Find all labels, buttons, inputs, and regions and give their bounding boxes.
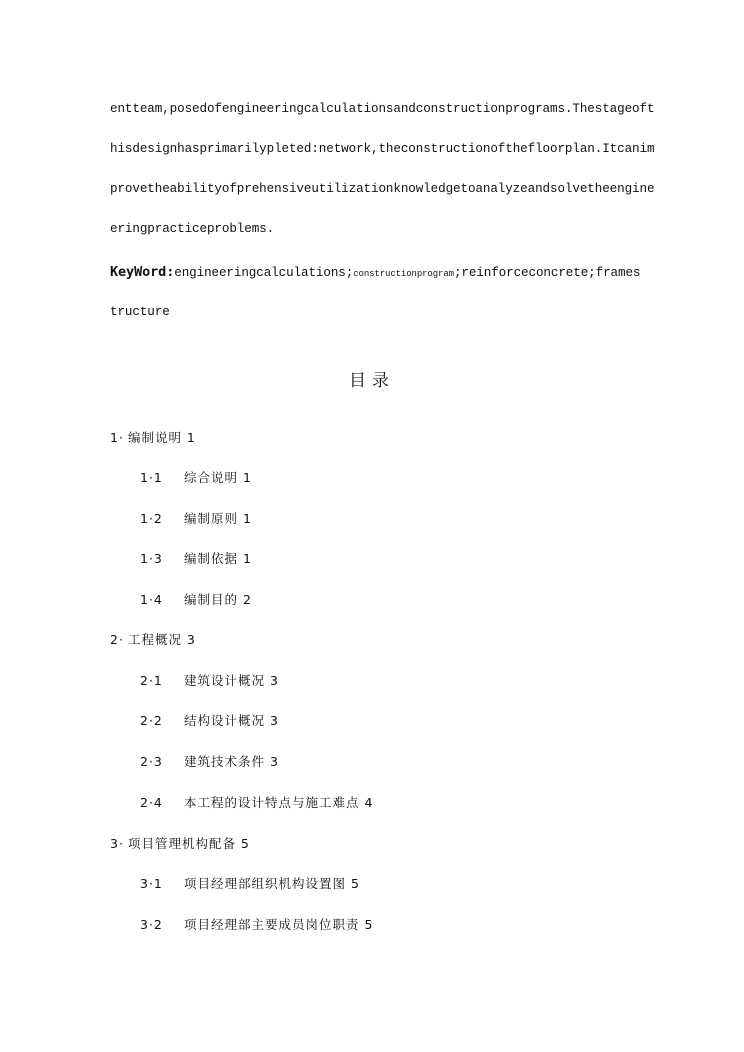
toc-item-text: 工程概况 3 bbox=[127, 632, 196, 647]
toc-item[interactable] bbox=[140, 874, 360, 892]
toc-item[interactable] bbox=[140, 509, 252, 527]
toc-item-text: 项目经理部主要成员岗位职责 5 bbox=[184, 917, 374, 932]
toc-item-number: 1·3 bbox=[140, 551, 163, 566]
toc-item[interactable] bbox=[110, 630, 196, 648]
toc-title: 目录 bbox=[349, 371, 395, 391]
abstract-line-1: entteam,posedofengineeringcalculationsandconstructionprograms.Thestageoft bbox=[110, 102, 655, 116]
toc-item-number: 2·4 bbox=[140, 795, 163, 810]
toc-item[interactable] bbox=[140, 752, 279, 770]
abstract-line-2: hisdesignhasprimarilypleted:network,theconstructionofthefloorplan.Itcanim bbox=[110, 142, 655, 156]
toc-item-number: 3·2 bbox=[140, 917, 163, 932]
toc-item-text: 编制说明 1 bbox=[127, 430, 196, 445]
toc-item-text: 编制原则 1 bbox=[184, 511, 252, 526]
toc-item[interactable] bbox=[110, 834, 250, 852]
toc-item-number: 3·1 bbox=[140, 876, 163, 891]
abstract-line-4: eringpracticeproblems. bbox=[110, 222, 275, 236]
toc-item-number: 2·1 bbox=[140, 673, 163, 688]
toc-item-text: 建筑技术条件 3 bbox=[184, 754, 279, 769]
abstract-line-3: provetheabilityofprehensiveutilizationknowledgetoanalyzeandsolvetheengine bbox=[110, 182, 655, 196]
keyword-text-1: engineeringcalculations; bbox=[174, 266, 354, 280]
toc-item-text: 结构设计概况 3 bbox=[184, 713, 279, 728]
toc-item-number: 1·2 bbox=[140, 511, 163, 526]
toc-item[interactable] bbox=[140, 915, 373, 933]
toc-item-number: 1· bbox=[110, 430, 124, 445]
toc-item-number: 2· bbox=[110, 632, 124, 647]
toc-item-number: 2·2 bbox=[140, 713, 163, 728]
toc-item[interactable] bbox=[140, 549, 252, 567]
toc-item-text: 综合说明 1 bbox=[184, 470, 252, 485]
keyword-text-3: ;reinforceconcrete;frames bbox=[453, 266, 641, 280]
toc-item-text: 建筑设计概况 3 bbox=[184, 673, 279, 688]
toc-item[interactable] bbox=[140, 671, 279, 689]
toc-item-text: 本工程的设计特点与施工难点 4 bbox=[184, 795, 374, 810]
keyword-continuation: tructure bbox=[110, 305, 170, 319]
keyword-line bbox=[110, 264, 640, 280]
toc-item-number: 1·4 bbox=[140, 592, 163, 607]
keyword-label: KeyWord: bbox=[110, 264, 175, 280]
keyword-text-2: constructionprogram bbox=[353, 269, 454, 279]
toc-item-text: 项目管理机构配备 5 bbox=[127, 836, 250, 851]
toc-item-number: 1·1 bbox=[140, 470, 163, 485]
toc-item-text: 编制依据 1 bbox=[184, 551, 252, 566]
toc-item[interactable] bbox=[110, 428, 196, 446]
toc-item-text: 项目经理部组织机构设置图 5 bbox=[184, 876, 360, 891]
toc-item[interactable] bbox=[140, 711, 279, 729]
toc-item-number: 3· bbox=[110, 836, 124, 851]
toc-item[interactable] bbox=[140, 793, 373, 811]
toc-item[interactable] bbox=[140, 468, 252, 486]
toc-item-text: 编制目的 2 bbox=[184, 592, 252, 607]
toc-item[interactable] bbox=[140, 590, 252, 608]
toc-item-number: 2·3 bbox=[140, 754, 163, 769]
